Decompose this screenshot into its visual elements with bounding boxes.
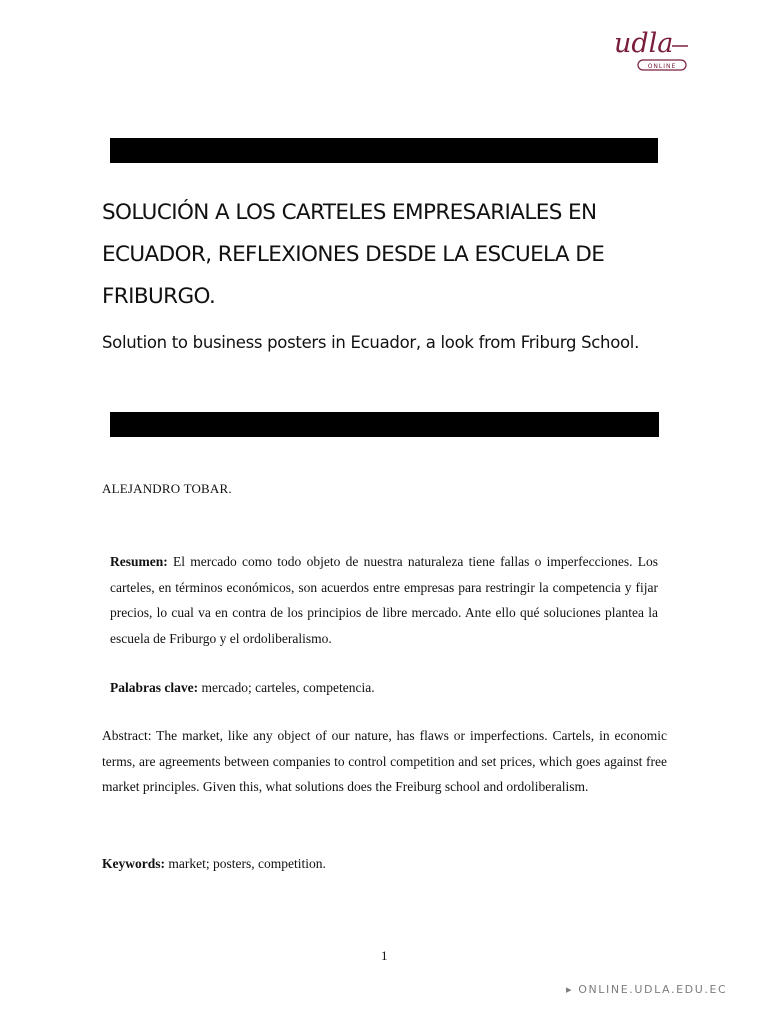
redaction-bar-top: [110, 138, 658, 163]
resumen-paragraph: [110, 549, 658, 651]
logo-subtext: ONLINE: [647, 63, 677, 70]
udla-online-logo: [612, 22, 690, 74]
keywords-label: Keywords:: [102, 856, 165, 871]
footer-url[interactable]: ▸ ONLINE.UDLA.EDU.EC: [566, 983, 728, 996]
logo-wordmark: udla: [614, 28, 674, 59]
paper-subtitle: Solution to business posters in Ecuador, a look from Friburg School.: [102, 333, 640, 352]
redaction-bar-bottom: [110, 412, 659, 437]
palabras-clave-text: mercado; carteles, competencia.: [198, 680, 375, 695]
palabras-clave-paragraph: [110, 675, 658, 701]
resumen-text: El mercado como todo objeto de nuestra naturaleza tiene fallas o imperfecciones. Los carteles, en términos económicos, son acuerdos entre empresas para restringir la competencia y fijar precios, lo cual va en contra de los principios de libre mercado. Ante ello qué soluciones plantea la escuela de Friburgo y el ordoliberalismo.: [110, 554, 658, 646]
author-name: ALEJANDRO TOBAR.: [102, 481, 232, 496]
keywords-text: market; posters, competition.: [165, 856, 326, 871]
resumen-label: Resumen:: [110, 554, 168, 569]
page-number: 1: [381, 948, 388, 963]
keywords-paragraph: [102, 851, 667, 877]
abstract-paragraph: Abstract: The market, like any object of our nature, has flaws or imperfections. Cartels, in economic terms, are agreements between companies to control competition and set prices, which goes against free market principles. Given this, what solutions does the Freiburg school and ordoliberalism.: [102, 728, 667, 794]
palabras-clave-label: Palabras clave:: [110, 680, 199, 695]
paper-title: SOLUCIÓN A LOS CARTELES EMPRESARIALES EN ECUADOR, REFLEXIONES DESDE LA ESCUELA DE FRIBURGO.: [102, 200, 605, 309]
